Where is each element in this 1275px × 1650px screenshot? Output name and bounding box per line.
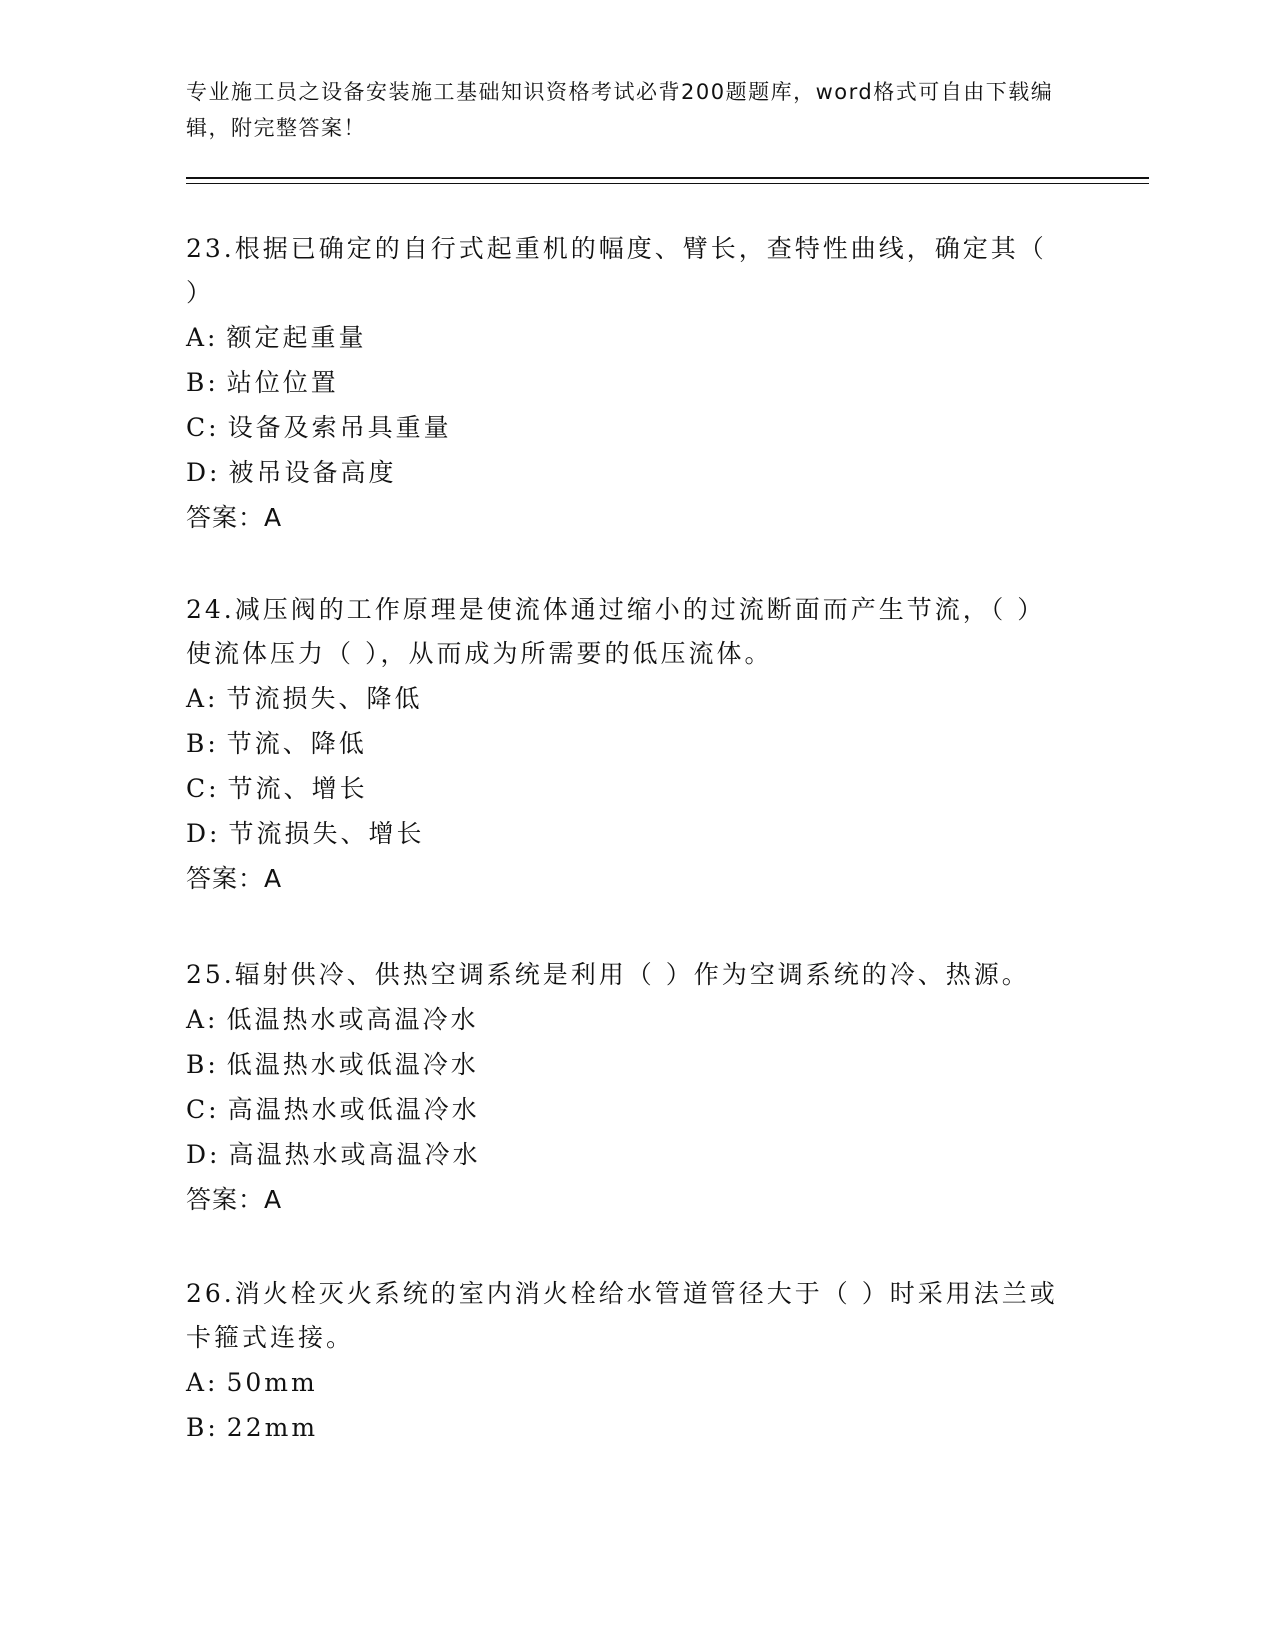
question-text: 26.消火栓灭火系统的室内消火栓给水管道管径大于（ ）时采用法兰或卡箍式连接。 (186, 1279, 1058, 1352)
option-a (186, 315, 1066, 360)
option-c (186, 405, 1066, 450)
option-text: 节流损失、降低 (226, 684, 423, 713)
option-d (186, 811, 1066, 856)
option-a (186, 1360, 1066, 1405)
header-divider-thin (186, 183, 1149, 184)
option-c (186, 766, 1066, 811)
option-text: 节流损失、增长 (228, 819, 425, 848)
option-label: A: (186, 684, 219, 713)
option-text: 低温热水或低温冷水 (226, 1050, 479, 1079)
option-label: D: (186, 819, 221, 848)
question-24 (186, 588, 1066, 901)
option-label: C: (186, 413, 220, 442)
option-b (186, 721, 1066, 766)
option-text: 节流、降低 (226, 729, 367, 758)
header-divider-thick (186, 177, 1149, 179)
option-label: D: (186, 458, 221, 487)
option-text: 被吊设备高度 (228, 458, 397, 487)
option-text: 低温热水或高温冷水 (226, 1005, 479, 1034)
answer: 答案：A (186, 1185, 283, 1214)
option-label: B: (186, 1050, 219, 1079)
option-label: C: (186, 1095, 220, 1124)
option-c (186, 1087, 1066, 1132)
option-a (186, 997, 1066, 1042)
option-text: 22mm (226, 1413, 319, 1442)
option-text: 节流、增长 (227, 774, 368, 803)
option-text: 设备及索吊具重量 (227, 413, 452, 442)
question-text: 24.减压阀的工作原理是使流体通过缩小的过流断面而产生节流，（ ）使流体压力（ ），从而成为所需要的低压流体。 (186, 595, 1046, 668)
option-label: B: (186, 1413, 219, 1442)
option-label: D: (186, 1140, 221, 1169)
document-header: 专业施工员之设备安装施工基础知识资格考试必背200题题库，word格式可自由下载编辑，附完整答案！ (186, 80, 1054, 140)
option-text: 高温热水或低温冷水 (227, 1095, 480, 1124)
option-b (186, 1042, 1066, 1087)
question-text: 25.辐射供冷、供热空调系统是利用（ ）作为空调系统的冷、热源。 (186, 960, 1030, 989)
option-b (186, 1405, 1066, 1450)
option-label: A: (186, 1368, 219, 1397)
question-25 (186, 953, 1066, 1222)
option-b (186, 360, 1066, 405)
option-a (186, 676, 1066, 721)
question-23 (186, 227, 1066, 540)
answer: 答案：A (186, 503, 283, 532)
option-text: 高温热水或高温冷水 (228, 1140, 481, 1169)
question-26 (186, 1272, 1066, 1450)
option-label: A: (186, 1005, 219, 1034)
option-label: C: (186, 774, 220, 803)
option-text: 站位位置 (226, 368, 339, 397)
option-d (186, 1132, 1066, 1177)
option-label: A: (186, 323, 219, 352)
answer: 答案：A (186, 864, 283, 893)
option-d (186, 450, 1066, 495)
option-text: 额定起重量 (226, 323, 367, 352)
option-label: B: (186, 729, 219, 758)
question-text: 23.根据已确定的自行式起重机的幅度、臂长，查特性曲线，确定其（ ） (186, 234, 1047, 307)
option-label: B: (186, 368, 219, 397)
option-text: 50mm (226, 1368, 318, 1397)
